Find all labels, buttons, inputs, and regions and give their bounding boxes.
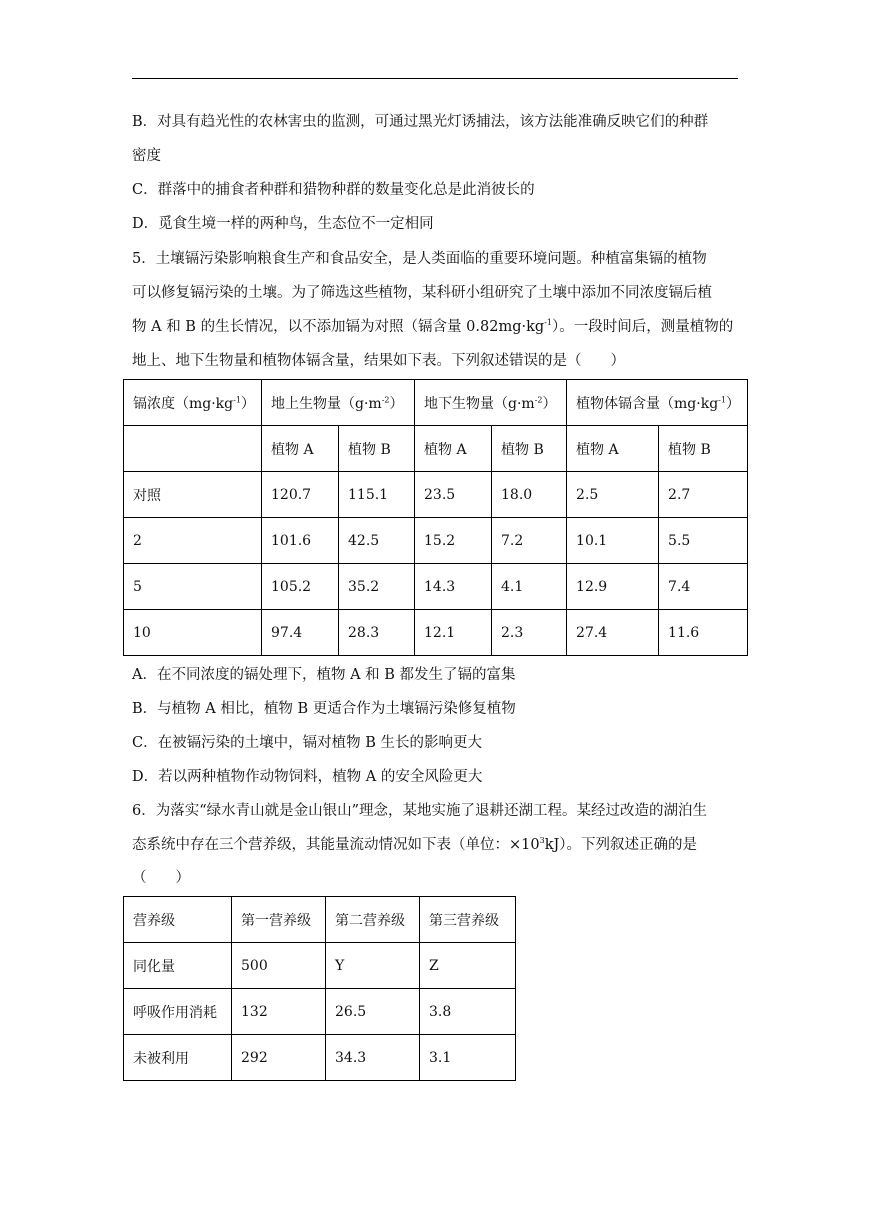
table-cell: 132 [232,989,326,1035]
q5-stem-line2: 可以修复镉污染的土壤。为了筛选这些植物，某科研小组研究了土壤中添加不同浓度镉后植 [132,285,712,301]
table-cell: 2.7 [659,472,748,518]
table-cell: 植物 A [567,426,659,472]
table-cell: 呼吸作用消耗 [124,989,232,1035]
table-cell: 5.5 [659,518,748,564]
table-row [124,564,748,610]
q6-stem-line1: 6．为落实“绿水青山就是金山银山”理念，某地实施了退耕还湖工程。某经过改造的湖泊生 [132,803,708,819]
table-cell [124,426,262,472]
table-cell: 97.4 [262,610,339,656]
header-cell: 地上生物量$(g\cdot m^{-2})$ [262,380,415,426]
table-cell: 15.2 [415,518,492,564]
table-cell: 7.2 [492,518,567,564]
header-cell: 第三营养级 [420,897,516,943]
header-cell: 营养级 [124,897,232,943]
table-cell: 292 [232,1035,326,1081]
table-cell: 3.8 [420,989,516,1035]
table-cell: 同化量 [124,943,232,989]
table-cell: 植物 B [659,426,748,472]
table-cell: 23.5 [415,472,492,518]
table-row [124,610,748,656]
table-cell: 34.3 [326,1035,420,1081]
table-cell: 500 [232,943,326,989]
table-cell: 2 [124,518,262,564]
table-row [124,472,748,518]
energy-flow-table [123,896,516,1081]
table-cell: 对照 [124,472,262,518]
table-cell: 2.5 [567,472,659,518]
table-cell: 28.3 [339,610,415,656]
table-cell: 27.4 [567,610,659,656]
table-cell: 42.5 [339,518,415,564]
table-cell: 120.7 [262,472,339,518]
table-cell: 26.5 [326,989,420,1035]
header-cell: 第二营养级 [326,897,420,943]
table-cell: 12.1 [415,610,492,656]
table-row [124,943,516,989]
q4-option-b-line1: B．对具有趋光性的农林害虫的监测，可通过黑光灯诱捕法，该方法能准确反映它们的种群 [132,114,709,130]
table-cell: 101.6 [262,518,339,564]
table-cell: 4.1 [492,564,567,610]
table-cell: 未被利用 [124,1035,232,1081]
header-cell: 植物体镉含量$(mg\cdot kg^{-1})$ [567,380,748,426]
table-header-row [124,380,748,426]
table-cell: 12.9 [567,564,659,610]
header-cell: 地下生物量$(g\cdot m^{-2})$ [415,380,567,426]
table-cell: 35.2 [339,564,415,610]
header-cell: 第一营养级 [232,897,326,943]
table-cell: 10.1 [567,518,659,564]
table-cell: 2.3 [492,610,567,656]
table-cell: 植物 B [492,426,567,472]
header-rule [132,78,738,79]
table-cell: 105.2 [262,564,339,610]
q4-option-b-line2: 密度 [132,148,161,164]
table-cell: 115.1 [339,472,415,518]
table-cell: 18.0 [492,472,567,518]
table-row [124,518,748,564]
q5-stem-line4: 地上、地下生物量和植物体镉含量，结果如下表。下列叙述错误的是（ ） [132,353,625,369]
table-cell: Z [420,943,516,989]
table-cell: Y [326,943,420,989]
table-cell: 植物 B [339,426,415,472]
q5-stem-line1: 5．土壤镉污染影响粮食生产和食品安全，是人类面临的重要环境问题。种植富集镉的植物 [132,251,707,267]
q5-option-d: D．若以两种植物作动物饲料，植物 A 的安全风险更大 [132,769,483,785]
table-header-row [124,897,516,943]
q6-stem-line3: （ ） [132,870,190,886]
table-cell: 11.6 [659,610,748,656]
table-cell: 3.1 [420,1035,516,1081]
table-cell: 5 [124,564,262,610]
header-cell: 镉浓度$(mg\cdot kg^{-1})$ [124,380,262,426]
table-cell: 植物 A [262,426,339,472]
table-row [124,989,516,1035]
q4-option-c: C．群落中的捕食者种群和猎物种群的数量变化总是此消彼长的 [132,182,535,198]
table-cell: 10 [124,610,262,656]
table-cell: 14.3 [415,564,492,610]
q5-option-c: C．在被镉污染的土壤中，镉对植物 B 生长的影响更大 [132,735,482,751]
table-subheader-row [124,426,748,472]
table-cell: 7.4 [659,564,748,610]
q5-option-a: A．在不同浓度的镉处理下，植物 A 和 B 都发生了镉的富集 [132,667,516,683]
q4-option-d: D．觅食生境一样的两种鸟，生态位不一定相同 [132,216,434,232]
q5-stem-line3: 物 A 和 B 的生长情况，以不添加镉为对照（镉含量 $0.82mg\cdot kg^{-1}$）。一段时间后，测量植物的 [132,318,734,335]
cadmium-data-table [123,379,748,656]
q5-option-b: B．与植物 A 相比，植物 B 更适合作为土壤镉污染修复植物 [132,701,516,717]
table-row [124,1035,516,1081]
table-cell: 植物 A [415,426,492,472]
q6-stem-line2: 态系统中存在三个营养级，其能量流动情况如下表（单位：$\times 10^3kJ$）。下列叙述正确的是 [132,836,698,853]
